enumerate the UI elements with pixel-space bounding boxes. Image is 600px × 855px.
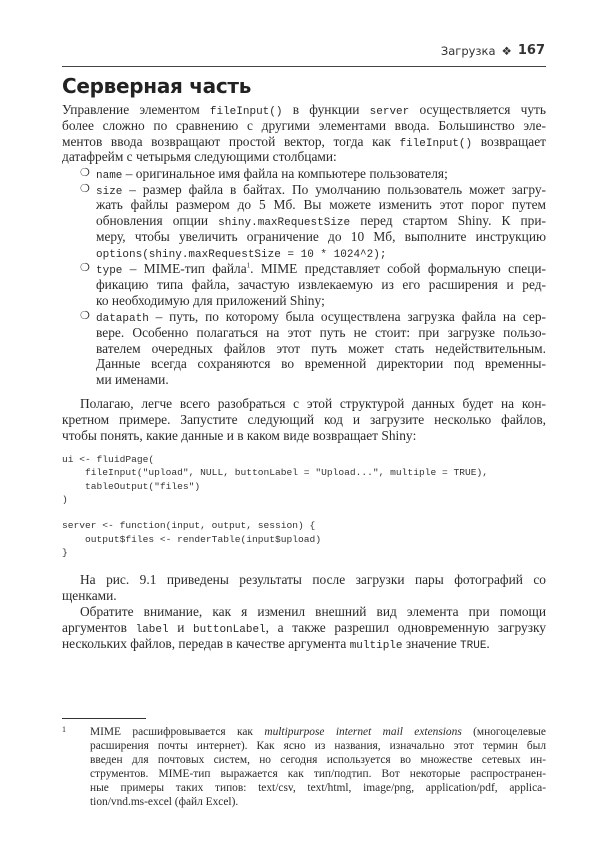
text: . MIME представляет собой формальную специ- [250,261,546,276]
footnote-line [90,725,546,739]
text: ми именами. [96,372,169,388]
text: tion/vnd.ms-excel (файл Excel). [90,796,239,808]
inline-code: multiple [349,639,403,652]
list-item [62,309,546,388]
text: Обратите внимание, как я изменил внешний вид элемента при помощи [80,604,546,619]
inline-code: type [96,265,123,277]
text: вателем очередных файлов этот путь может стать недействительным. [96,340,546,356]
text: в функции [282,102,370,117]
text: ные примеры таких типов: text/csv, text/html, image/png, application/pdf, applica- [90,782,546,794]
footnote-number: 1 [62,725,66,734]
text: – MIME-тип файла [122,261,247,276]
text: щенками. [62,587,117,603]
text-line [62,588,546,604]
text-line [62,428,546,444]
text-line [62,118,546,134]
text: Управление элементом [62,102,210,117]
bullet-icon: ❍ [80,166,90,179]
text: струментов. MIME-тип выражается как тип/подтип. Вот некоторые распространен- [90,768,546,780]
text-line [96,261,546,277]
text-line [62,149,546,165]
text: перед стартом Shiny. К при- [350,213,546,229]
text-line [62,620,546,636]
text: – размер файла в байтах. По умолчанию пользователь может загру- [122,181,546,197]
text-line [62,412,546,428]
inline-code: buttonLabel [193,623,266,636]
text-line [62,102,546,118]
inline-code: datapath [96,313,149,325]
footnote [62,725,546,809]
text: Полагаю, легче всего разобраться с этой структурой данных будет на кон- [80,396,546,411]
code-listing [62,453,488,559]
inline-code: shiny.maxRequestSize [218,217,351,230]
text: чтобы понять, какие данные и в каком виде возвращает Shiny: [62,427,417,443]
code-line: ) [62,493,68,505]
section-name: Загрузка [440,43,496,58]
text: вере. Особенно полагаться на этот путь не стоит: при загрузке пользо- [96,324,546,340]
code-line [62,506,488,519]
text: ментов ввода возвращают простой вектор, тогда как [62,133,400,149]
text: Данные всегда сохраняются во временной директории под временны- [96,356,546,372]
text: MIME расшифровывается как [90,726,265,738]
bullet-icon: ❍ [80,182,90,195]
section-title: Серверная часть [62,74,252,98]
code-line: output$files <- renderTable(input$upload) [62,533,322,545]
text-line [96,356,546,372]
code-line: } [62,547,68,559]
text: . [486,635,490,651]
code-line: server <- function(input, output, session) { [62,520,316,532]
text: фикацию типа файла, зачастую извлекаемую из его расширения и ред- [96,276,546,292]
text-line [62,134,546,150]
inline-code: label [135,623,169,636]
text-line [96,309,546,325]
footnote-line [90,795,546,809]
inline-code: fileInput() [209,106,283,118]
paragraph [62,604,546,651]
text-line [96,245,546,261]
paragraph [62,396,546,443]
text: меру, чтобы увеличить ограничение до 10 Мб, выполните инструкцию [96,228,546,244]
text-line [96,372,546,388]
text-line [96,182,546,198]
italic-text: multipurpose internet mail extensions [264,726,462,738]
inline-code: server [369,106,410,118]
text: – оригинальное имя файла на компьютере пользователя; [122,165,448,181]
footnote-line [90,767,546,781]
text: аргументов [62,619,136,635]
text: введен для почтовых систем, но сегодня используется во множестве сетевых ин- [90,754,546,766]
text: На рис. 9.1 приведены результаты после загрузки пары фотографий со [80,572,546,587]
inline-code: name [96,169,123,182]
text-line [62,396,546,412]
footnote-line [90,753,546,767]
inline-code: TRUE [460,639,487,652]
running-header [441,43,545,58]
text-line [96,277,546,293]
footnote-ref: 1 [246,261,251,270]
header-rule [62,66,546,67]
inline-code: size [96,185,123,198]
text: датафрейм с четырьмя следующими столбцами: [62,149,337,165]
text: осуществляется чуть [409,102,546,117]
footnote-line [90,781,546,795]
inline-code: options(shiny.maxRequestSize = 10 * 1024^2); [96,248,387,261]
text-line [96,213,546,229]
text-line [96,341,546,357]
text: более сложно по сравнению с другими элементами ввода. Большинство эле- [62,117,546,133]
text: – путь, по которому была осуществлена загрузка файла на сер- [148,309,546,324]
text: жать файлы размером до 5 Мб. Вы можете изменить этот порог путем [96,197,546,213]
footnote-rule [62,718,146,719]
paragraph [62,572,546,604]
text-line [96,229,546,245]
text-line [96,197,546,213]
text: возвращает [472,133,546,149]
text-line [96,166,546,182]
text: (многоцелевые [461,726,546,738]
code-line: tableOutput("files") [62,480,201,492]
text-line [62,572,546,588]
paragraph [62,102,546,165]
text: обновления опции [96,213,219,229]
text: расширения почты интернет). Как ясно из названия, изначально этот термин был [90,740,546,752]
list-item [62,261,546,308]
text: ко необходимую для приложений Shiny; [96,292,325,308]
bullet-icon: ❍ [80,262,90,274]
page-number: 167 [517,43,545,58]
text: нескольких файлов, передав в качестве аргумента [62,635,350,651]
text-line [62,636,546,652]
text: и [168,619,194,635]
bullet-icon: ❍ [80,310,90,322]
text: , а также разрешил одновременную загрузку [265,619,546,635]
code-line: fileInput("upload", NULL, buttonLabel = "Upload...", multiple = TRUE), [62,467,489,479]
text: значение [402,635,461,651]
code-line: ui <- fluidPage( [62,454,155,465]
text: кретном примере. Запустите следующий код и загрузите несколько файлов, [62,411,546,427]
text-line [62,604,546,620]
text-line [96,325,546,341]
ornament-icon: ❖ [501,43,512,58]
list-item [62,182,546,261]
footnote-line [90,739,546,753]
text-line [96,293,546,309]
list-item [62,166,546,182]
inline-code: fileInput() [399,137,473,150]
